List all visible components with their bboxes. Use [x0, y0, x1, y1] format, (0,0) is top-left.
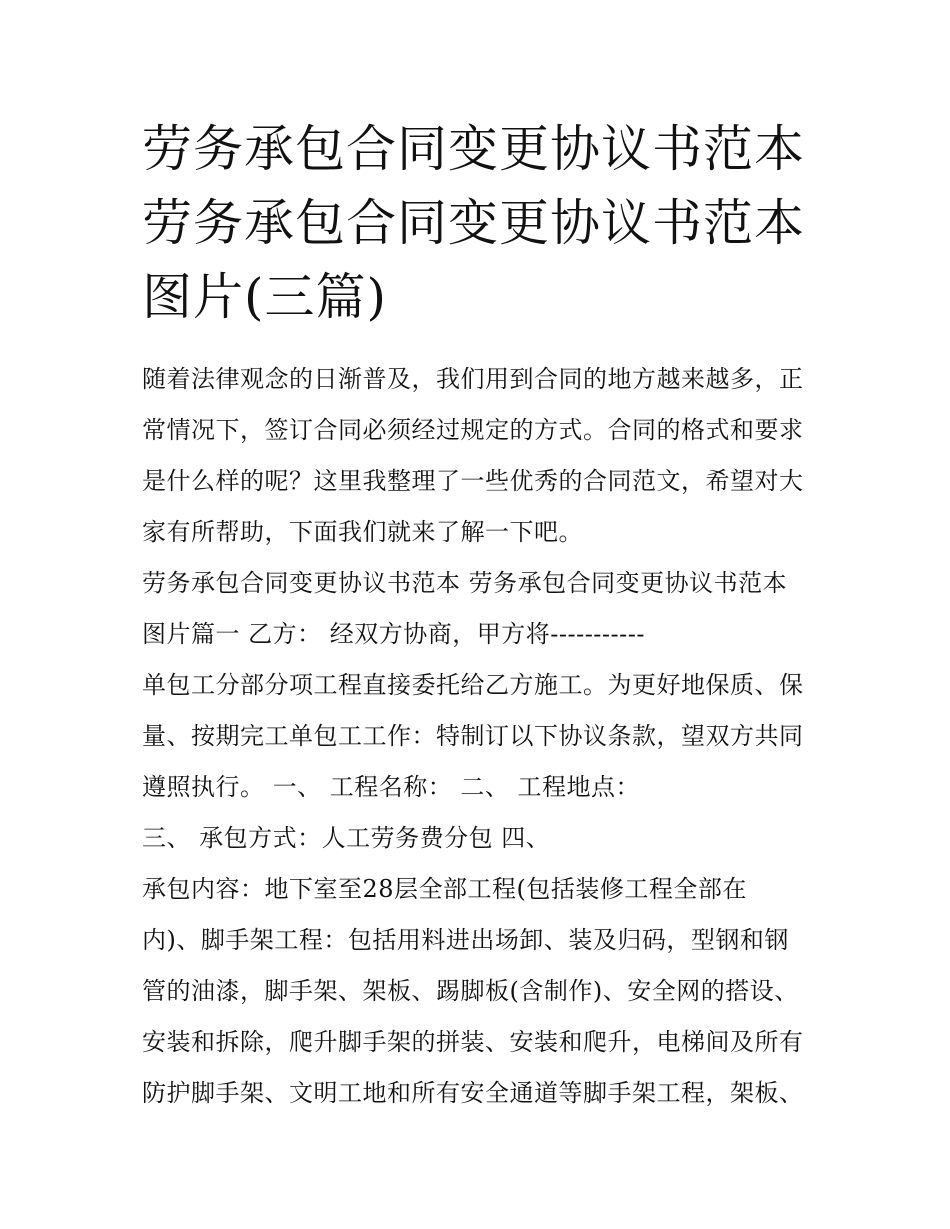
body-line: 遵照执行。 一、 工程名称： 二、 工程地点：: [142, 773, 641, 801]
title-line-1: 劳务承包合同变更协议书范本: [142, 120, 805, 178]
body-line: 劳务承包合同变更协议书范本 劳务承包合同变更协议书范本: [142, 569, 788, 597]
body-line: 承包内容：地下室至28层全部工程(包括装修工程全部在: [142, 875, 747, 903]
title-line-3: 图片(三篇): [142, 268, 388, 326]
body-line: 管的油漆，脚手架、架板、踢脚板(含制作)、安全网的搭设、: [142, 977, 799, 1005]
body-line: 内)、脚手架工程：包括用料进出场卸、装及归码，型钢和钢: [142, 926, 789, 954]
body-line: 是什么样的呢？这里我整理了一些优秀的合同范文，希望对大: [142, 467, 804, 495]
body-line: 量、按期完工单包工工作：特制订以下协议条款，望双方共同: [142, 722, 804, 750]
title-line-2: 劳务承包合同变更协议书范本: [142, 194, 805, 252]
body-line: 单包工分部分项工程直接委托给乙方施工。为更好地保质、保: [142, 671, 804, 699]
body-line: 家有所帮助，下面我们就来了解一下吧。: [142, 518, 583, 546]
document-body: [142, 354, 822, 1119]
body-line: 常情况下，签订合同必须经过规定的方式。合同的格式和要求: [142, 416, 804, 444]
body-line: 三、 承包方式：人工劳务费分包 四、: [142, 824, 551, 852]
body-line: 图片篇一 乙方： 经双方协商，甲方将-----------: [142, 620, 645, 648]
body-line: 安装和拆除，爬升脚手架的拼装、安装和爬升，电梯间及所有: [142, 1028, 804, 1056]
body-line: 随着法律观念的日渐普及，我们用到合同的地方越来越多，正: [142, 365, 804, 393]
body-line: 防护脚手架、文明工地和所有安全通道等脚手架工程，架板、: [142, 1079, 804, 1107]
document-title: [142, 112, 842, 334]
